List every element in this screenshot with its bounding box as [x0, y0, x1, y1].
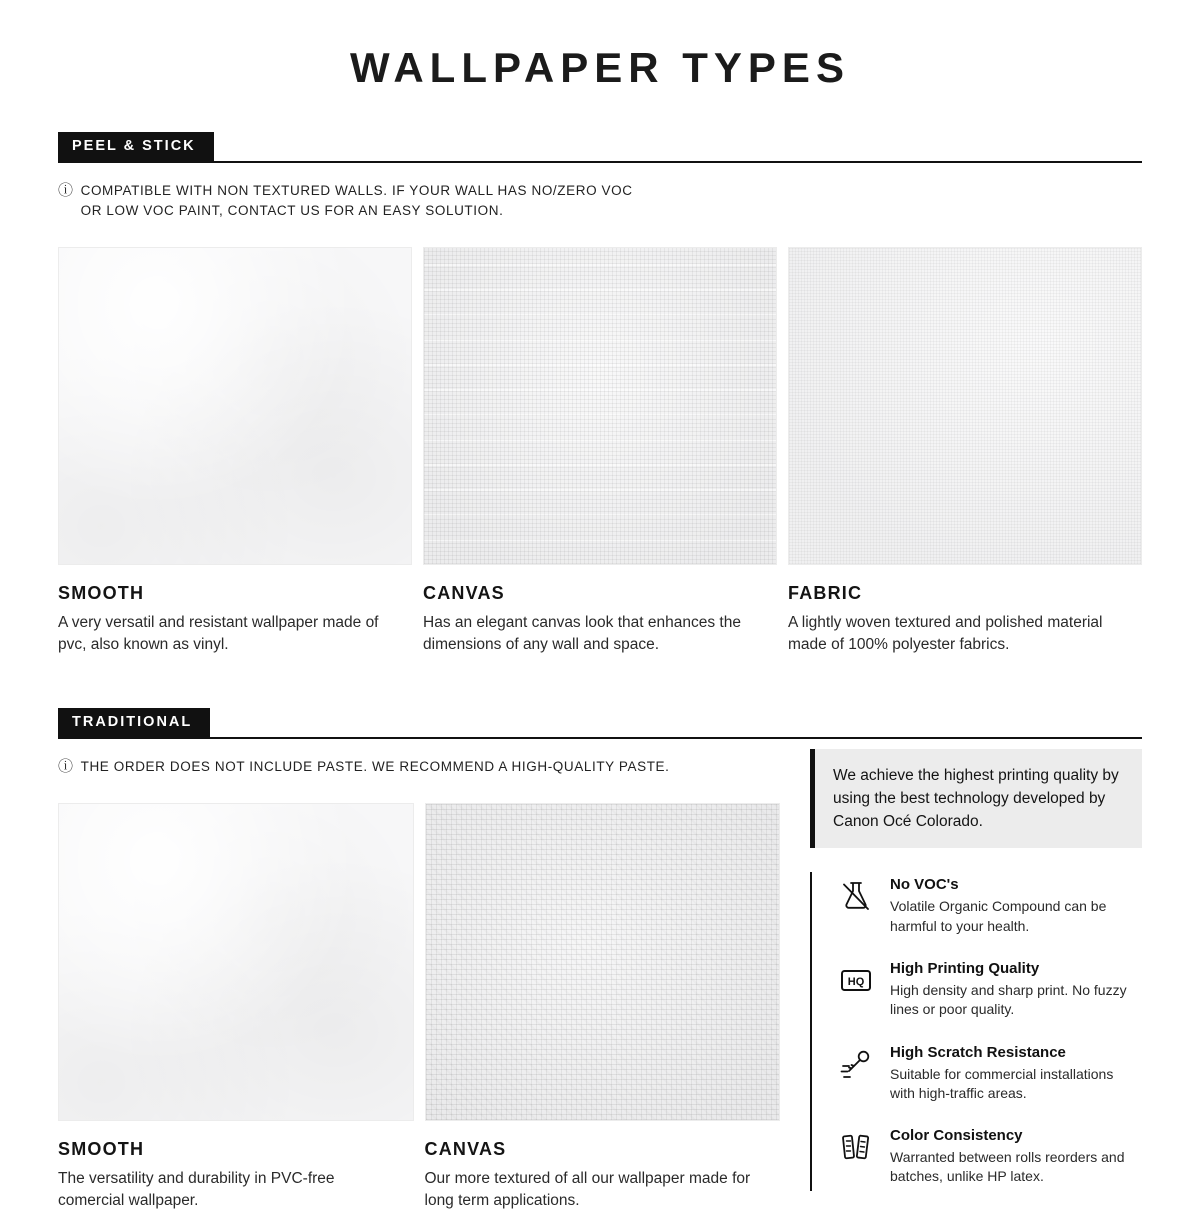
traditional-note: [58, 757, 780, 777]
smooth-texture-image: [58, 803, 414, 1121]
swatch-title: SMOOTH: [58, 1138, 145, 1159]
swatch-title: CANVAS: [423, 583, 505, 603]
canvas-texture-image: [423, 247, 777, 565]
swatch-title: SMOOTH: [58, 583, 145, 603]
swatch-description: Has an elegant canvas look that enhances the dimensions of any wall and space.: [423, 614, 741, 653]
peel-stick-section-badge: PEEL & STICK: [58, 132, 214, 161]
swatch-description: The versatility and durability in PVC-free comercial wallpaper.: [58, 1169, 335, 1209]
swatch-card-peel-smooth: [58, 247, 412, 656]
no-voc-icon: [838, 876, 876, 936]
feature-description: Warranted between rolls reorders and batches, unlike HP latex.: [890, 1149, 1125, 1185]
traditional-note-text: THE ORDER DOES NOT INCLUDE PASTE. WE RECOMMEND A HIGH-QUALITY PASTE.: [80, 758, 670, 774]
feature-list: [810, 872, 1142, 1191]
feature-description: Volatile Organic Compound can be harmful to your health.: [890, 898, 1107, 934]
info-icon: ⓘ: [58, 181, 74, 199]
feature-title: Color Consistency: [890, 1127, 1023, 1145]
quality-statement: We achieve the highest printing quality by using the best technology developed by Canon Océ Colorado.: [810, 749, 1142, 849]
page-title: WALLPAPER TYPES: [350, 44, 850, 91]
feature-description: Suitable for commercial installations with high-traffic areas.: [890, 1065, 1114, 1101]
feature-text: [890, 960, 1142, 1020]
traditional-swatch-row: [58, 803, 780, 1212]
canvas-texture-image: [425, 803, 781, 1121]
swatch-card-traditional-canvas: [425, 803, 781, 1212]
color-consistency-icon: [838, 1127, 876, 1187]
hq-icon: [838, 960, 876, 1020]
swatch-title: CANVAS: [424, 1138, 507, 1159]
traditional-content: [58, 739, 1142, 1212]
swatch-description: A lightly woven textured and polished material made of 100% polyester fabrics.: [788, 614, 1103, 653]
swatch-card-peel-fabric: [788, 247, 1142, 656]
peel-stick-note-text: COMPATIBLE WITH NON TEXTURED WALLS. IF YOUR WALL HAS NO/ZERO VOC OR LOW VOC PAINT, CONTACT US FOR AN EASY SOLUTION.: [80, 182, 633, 218]
quality-panel: [810, 739, 1142, 1212]
swatch-title: FABRIC: [788, 583, 863, 603]
feature-scratch-resistance: [838, 1044, 1142, 1104]
traditional-left-column: [58, 739, 780, 1212]
swatch-card-peel-canvas: [423, 247, 777, 656]
feature-high-printing-quality: [838, 960, 1142, 1020]
feature-title: No VOC's: [890, 876, 959, 894]
swatch-description: Our more textured of all our wallpaper made for long term applications.: [424, 1169, 751, 1209]
feature-no-voc: [838, 876, 1142, 936]
info-icon: ⓘ: [58, 757, 74, 775]
fabric-texture-image: [788, 247, 1142, 565]
peel-stick-note: [58, 181, 1142, 222]
feature-text: [890, 876, 1142, 936]
feature-title: High Scratch Resistance: [890, 1043, 1066, 1061]
feature-title: High Printing Quality: [890, 959, 1040, 977]
feature-text: [890, 1127, 1142, 1187]
peel-stick-section-rule: [58, 132, 1142, 163]
swatch-card-traditional-smooth: [58, 803, 414, 1212]
svg-text:HQ: HQ: [847, 975, 865, 988]
swatch-description: A very versatil and resistant wallpaper made of pvc, also known as vinyl.: [58, 614, 379, 653]
traditional-section-rule: [58, 708, 1142, 739]
smooth-texture-image: [58, 247, 412, 565]
feature-text: [890, 1044, 1142, 1104]
feature-description: High density and sharp print. No fuzzy lines or poor quality.: [890, 981, 1127, 1018]
peel-stick-swatch-row: [58, 247, 1142, 656]
traditional-section-badge: TRADITIONAL: [58, 708, 210, 737]
feature-color-consistency: [838, 1127, 1142, 1187]
scratch-resistance-icon: [838, 1044, 876, 1104]
